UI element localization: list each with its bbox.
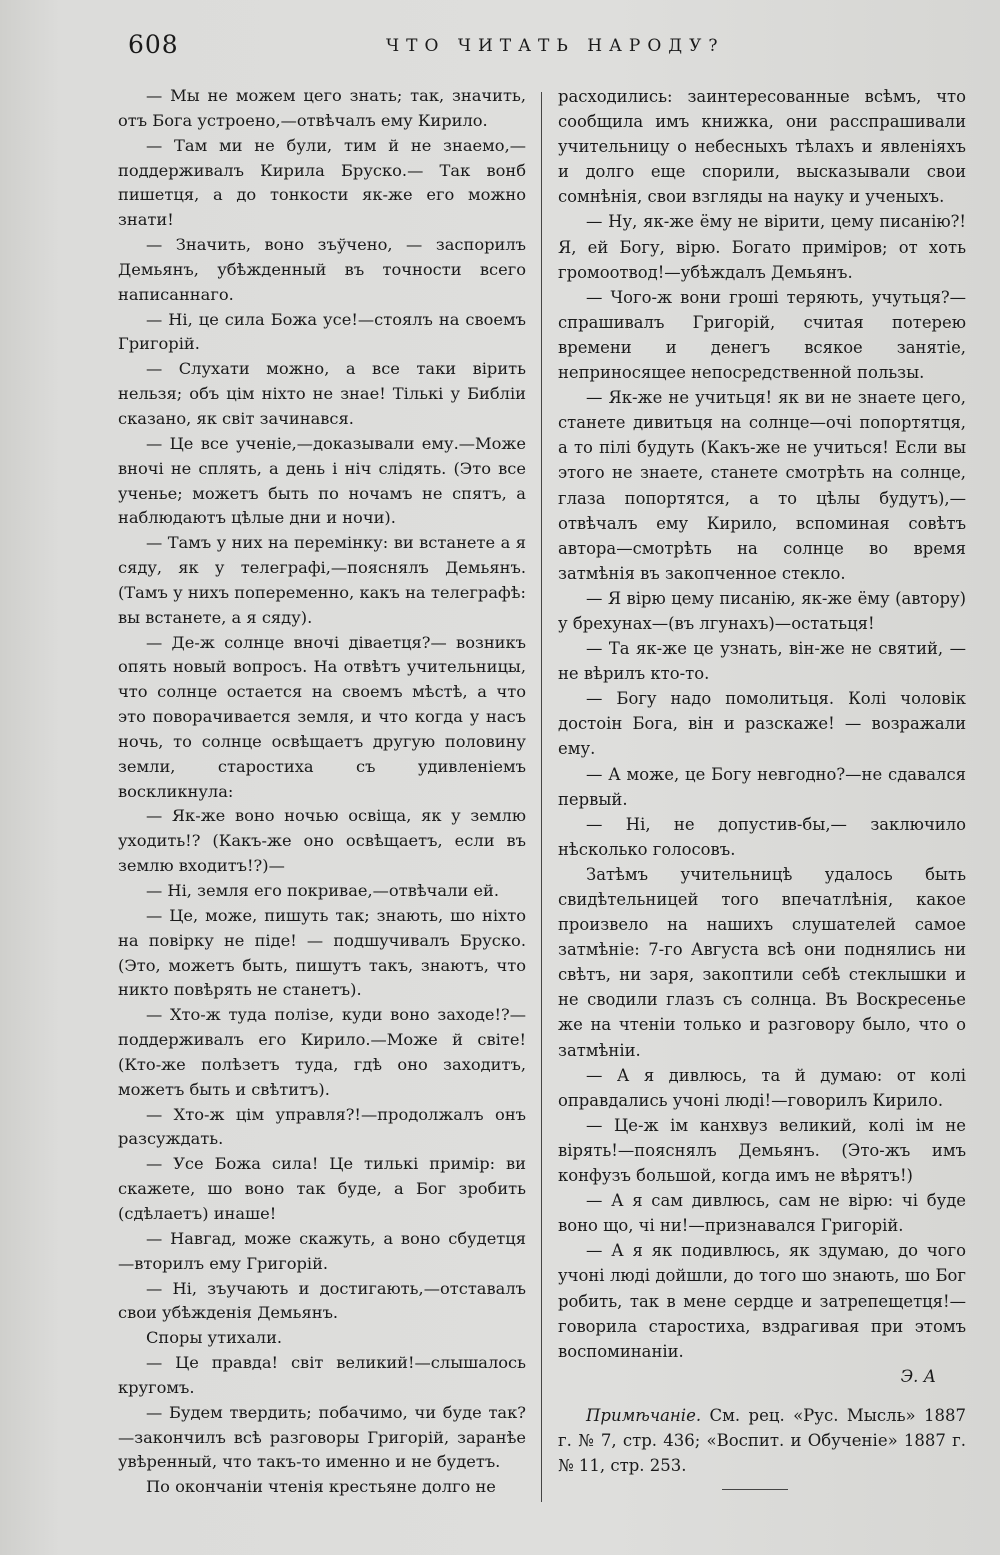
author-signature: Э. А	[900, 1366, 936, 1386]
paragraph: — Ні, це сила Божа усе!—стоялъ на своемъ Григорій.	[118, 309, 526, 354]
paragraph: — А я сам дивлюсь, сам не вірю: чі буде воно що, чі ни!—признавался Григорій.	[558, 1191, 966, 1236]
paragraph: — Тамъ у них на перемінку: ви встанете а я сяду, як у телеграфі,—пояснялъ Демьянъ. (Тамъ у нихъ попеременно, какъ на телеграфѣ: вы встанете, а я сяду).	[118, 533, 526, 627]
paragraph: — Чого-ж вони гроші теряють, учутьця?— спрашивалъ Григорій, считая потерею времени и денегъ всякое занятіе, неприносящее непосредственной пользы.	[558, 287, 966, 383]
paragraph: — Де-ж солнце вночі діваетця?— возникъ опять новый вопросъ. На отвѣтъ учительницы, что солнце остается на своемъ мѣстѣ, а что это поворачивается земля, и что когда у насъ ночь, то солнце освѣщаетъ другую половину земли, старостиха съ удивленіемъ воскликнула:	[118, 632, 526, 801]
paragraph: — Навгад, може скажуть, а воно сбудетця—вторилъ ему Григорій.	[118, 1228, 526, 1273]
paragraph: Затѣмъ учительницѣ удалось быть свидѣтельницей того впечатлѣнія, какое произвело на нашихъ слушателей самое затмѣніе: 7-го Августа всѣ они поднялись ни свѣтъ, ни заря, закоптили себѣ стеклышки и не сводили глазъ съ солнца. Въ Воскресенье же на чтеніи только и разговору было, что о затмѣніи.	[558, 864, 966, 1060]
end-rule	[722, 1489, 788, 1490]
paragraph: — Це-ж ім канхвуз великий, колі ім не вірять!—пояснялъ Демьянъ. (Это-жъ имъ конфузъ большой, когда имъ не вѣрятъ!)	[558, 1115, 966, 1186]
paragraph: — А я дивлюсь, та й думаю: от колі оправдались учоні люді!—говорилъ Кирило.	[558, 1065, 966, 1110]
paragraph: — Богу надо помолитьця. Колі чоловік достоін Бога, він и разскаже! — возражали ему.	[558, 689, 966, 759]
paragraph: — Хто-ж туда полізе, куди воно заходе!?— поддерживалъ его Кирило.—Може й світе! (Кто-же полѣзетъ туда, гдѣ оно заходитъ, можетъ быть и свѣтитъ).	[118, 1005, 526, 1099]
paragraph: — Там ми не були, тим й не знаемо,—поддерживалъ Кирила Бруско.— Так вонб пишетця, а до тонкости як-же его можно знати!	[118, 135, 526, 230]
paragraph: — Будем твердить; побачимо, чи буде так?—закончилъ всѣ разговоры Григорій, заранѣе увѣренный, что такъ-то именно и не будетъ.	[118, 1402, 526, 1472]
column-divider	[541, 92, 542, 1502]
paragraph: — А я як подивлюсь, як здумаю, до чого учоні люді дойшли, до того шо знають, шо Бог робить, так в мене сердце и затрепещетця!—говорила старостиха, вздрагивая при этомъ воспоминаніи.	[558, 1241, 966, 1361]
paragraph: — Це все ученіе,—доказывали ему.—Може вночі не сплять, а день і ніч слідять. (Это все ученье; можетъ быть по ночамъ не спятъ, а наблюдаютъ цѣлые дни и ночи).	[118, 433, 526, 528]
paragraph: — Слухати можно, а все таки вірить нельзя; объ цім ніхто не знае! Тількі у Библіи сказано, як світ зачинався.	[118, 359, 526, 428]
paragraph: — Мы не можем цего знать; так, значить, отъ Бога устроено,—отвѣчалъ ему Кирило.	[118, 86, 526, 130]
paragraph: — Ні, зъучають и достигають,—отставалъ свои убѣжденія Демьянъ.	[118, 1278, 526, 1323]
page-header	[128, 30, 960, 64]
paragraph: — Ні, не допустив-бы,— заключило нѣсколько голосовъ.	[558, 814, 966, 859]
paragraph: — Хто-ж цім управля?!—продолжалъ онъ разсуждать.	[118, 1104, 526, 1149]
paragraph: — Це, може, пишуть так; знають, шо ніхто на повірку не піде! — подшучивалъ Бруско. (Это, можетъ быть, пишутъ такъ, знаютъ, что никто повѣрять не станетъ).	[118, 905, 526, 1000]
paragraph: расходились: заинтересованные всѣмъ, что сообщила имъ книжка, они расспрашивали учительницу о небесныхъ тѣлахъ и явленіяхъ и долго еще спорили, высказывали свои сомнѣнія, свои взгляды на науку и ученыхъ.	[558, 87, 966, 207]
right-column	[558, 84, 966, 1494]
paragraph: — Значить, воно зъўчено, — заспорилъ Демьянъ, убѣжденный въ точности всего написаннаго.	[118, 235, 526, 304]
paragraph: — Та як-же це узнать, він-же не святий, —не вѣрилъ кто-то.	[558, 639, 966, 684]
paragraph: — А може, це Богу невгодно?—не сдавался первый.	[558, 764, 966, 809]
paragraph: По окончаніи чтенія крестьяне долго не	[146, 1477, 496, 1497]
paragraph: — Усе Божа сила! Це тилькі примір: ви скажете, шо воно так буде, а Бог зробить (сдѣлаетъ) инаше!	[118, 1154, 526, 1223]
paragraph: — Це правда! світ великий!—слышалось кругомъ.	[118, 1353, 526, 1397]
paragraph: — Ні, земля его покривае,—отвѣчали ей.	[146, 881, 500, 900]
footnote-label: Примѣчаніе.	[586, 1405, 702, 1425]
footnote-text: См. рец. «Рус. Мысль» 1887 г. № 7, стр. 436; «Воспит. и Обученіе» 1887 г. № 11, стр. 253.	[558, 1405, 967, 1475]
paragraph: — Як-же не учитьця! як ви не знаете цего, станете дивитьця на солнце—очі попортятця, а то пілі будуть (Какъ-же не учиться! Если вы этого не знаете, станете смотрѣть на солнце, глаза попортятся, а то цѣлы будутъ),— отвѣчалъ ему Кирило, вспоминая совѣтъ автора—смотрѣть на солнце во время затмѣнія въ закопченное стекло.	[558, 388, 966, 583]
paragraph: — Як-же воно ночью освіща, як у землю уходить!? (Какъ-же оно освѣщаетъ, если въ землю входитъ!?)—	[118, 806, 526, 876]
paragraph: — Ну, як-же ёму не вірити, цему писанію?! Я, ей Богу, вірю. Богато примірoв; от хоть громоотвод!—убѣждалъ Демьянъ.	[558, 212, 966, 282]
running-title: ЧТО ЧИТАТЬ НАРОДУ?	[386, 36, 725, 56]
paragraph: — Я вірю цему писанію, як-же ёму (автору) у брехунах—(въ лгунахъ)—остатьця!	[558, 588, 966, 633]
footnote	[558, 1403, 966, 1478]
paragraph: Споры утихали.	[146, 1328, 283, 1348]
left-column	[118, 84, 526, 1500]
page-number: 608	[128, 30, 179, 59]
